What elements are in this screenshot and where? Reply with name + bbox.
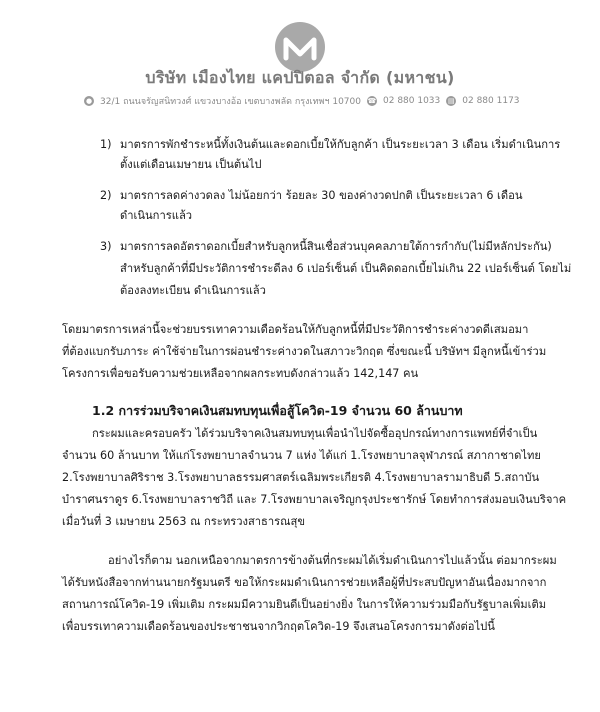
list-item-line: ดำเนินการแล้ว xyxy=(120,209,193,222)
list-item-line: ตั้งแต่เดือนเมษายน เป็นต้นไป xyxy=(120,158,262,171)
paragraph-line: โดยมาตรการเหล่านี้จะช่วยบรรเทาความเดือดร้อนให้กับลูกหนี้ที่มีประวัติการชำระค่างวดดีเสมอมา xyxy=(62,323,529,336)
list-item-line: สำหรับลูกค้าที่มีประวัติการชำระดีลง 6 เปอร์เซ็นต์ เป็นคิดดอกเบี้ยไม่เกิน 22 เปอร์เซ็นต์ โดยไม่ xyxy=(120,262,572,275)
list-item-number: 1) xyxy=(100,138,112,151)
list-item-line: ต้องลงทะเบียน ดำเนินการแล้ว xyxy=(120,284,266,297)
list-item-line: มาตรการลดอัตราดอกเบี้ยสำหรับลูกหนี้สินเชื่อส่วนบุคคลภายใต้การกำกับ(ไม่มีหลักประกัน) xyxy=(120,240,552,253)
list-item-line: มาตรการพักชำระหนี้ทั้งเงินต้นและดอกเบี้ยให้กับลูกค้า เป็นระยะเวลา 3 เดือน เริ่มดำเนินการ xyxy=(120,138,561,151)
paragraph-line: 2.โรงพยาบาลศิริราช 3.โรงพยาบาลธรรมศาสตร์เฉลิมพระเกียรติ 4.โรงพยาบาลรามาธิบดี 5.สถาบัน xyxy=(62,471,540,484)
location-pin-icon: ● xyxy=(85,97,93,105)
list-item-number: 2) xyxy=(100,189,112,202)
paragraph-line: ได้รับหนังสือจากท่านนายกรัฐมนตรี ขอให้กระผมดำเนินการช่วยเหลือผู้ที่ประสบปัญหาอันเนื่องมากจาก xyxy=(62,576,547,589)
phone-text: 02 880 1033 xyxy=(383,96,441,106)
list-item-number: 3) xyxy=(100,240,112,253)
fax-icon: ▤ xyxy=(447,97,455,105)
phone-icon: ☎ xyxy=(367,97,377,105)
list-item-line: มาตรการลดค่างวดลง ไม่น้อยกว่า ร้อยละ 30 ของค่างวดปกติ เป็นระยะเวลา 6 เดือน xyxy=(120,189,523,202)
paragraph-line: เพื่อบรรเทาความเดือดร้อนของประชาชนจากวิกฤตโควิด-19 จึงเสนอโครงการมาดังต่อไปนี้ xyxy=(62,620,495,633)
paragraph-line: จำนวน 60 ล้านบาท ให้แก่โรงพยาบาลจำนวน 7 แห่ง ได้แก่ 1.โรงพยาบาลจุฬาภรณ์ สภากาชาดไทย xyxy=(62,449,541,462)
company-name: บริษัท เมืองไทย แคปปิตอล จำกัด (มหาชน) xyxy=(145,68,455,87)
company-logo-icon xyxy=(275,22,325,72)
address-text: 32/1 ถนนจรัญสนิทวงศ์ แขวงบางอ้อ เขตบางพลัด กรุงเทพฯ 10700 xyxy=(100,97,361,107)
paragraph-line: เมื่อวันที่ 3 เมษายน 2563 ณ กระทรวงสาธารณสุข xyxy=(62,515,306,528)
section-heading: 1.2 การร่วมบริจาคเงินสมทบทุนเพื่อสู้โควิด-19 จำนวน 60 ล้านบาท xyxy=(92,403,463,418)
paragraph-line: โครงการเพื่อขอรับความช่วยเหลือจากผลกระทบดังกล่าวแล้ว 142,147 คน xyxy=(62,367,419,380)
paragraph-line: อย่างไรก็ตาม นอกเหนือจากมาตรการข้างต้นที่กระผมได้เริ่มดำเนินการไปแล้วนั้น ต่อมากระผม xyxy=(108,554,557,567)
fax-text: 02 880 1173 xyxy=(462,96,520,106)
paragraph-line: ที่ต้องแบกรับภาระ ค่าใช้จ่ายในการผ่อนชำระค่างวดในสภาวะวิกฤต ซึ่งขณะนี้ บริษัทฯ มีลูกหนี้เข้าร่วม xyxy=(62,345,547,358)
paragraph-line: บำราศนราดูร 6.โรงพยาบาลราชวิถี และ 7.โรงพยาบาลเจริญกรุงประชารักษ์ โดยทำการส่งมอบเงินบริจาค xyxy=(62,493,567,506)
paragraph-line: สถานการณ์โควิด-19 เพิ่มเติม กระผมมีความยินดีเป็นอย่างยิ่ง ในการให้ความร่วมมือกับรัฐบาลเพิ่มเติม xyxy=(62,598,547,611)
contact-bar xyxy=(84,94,554,108)
paragraph-line: กระผมและครอบครัว ได้ร่วมบริจาคเงินสมทบทุนเพื่อนำไปจัดซื้ออุปกรณ์ทางการแพทย์ที่จำเป็น xyxy=(92,427,538,440)
